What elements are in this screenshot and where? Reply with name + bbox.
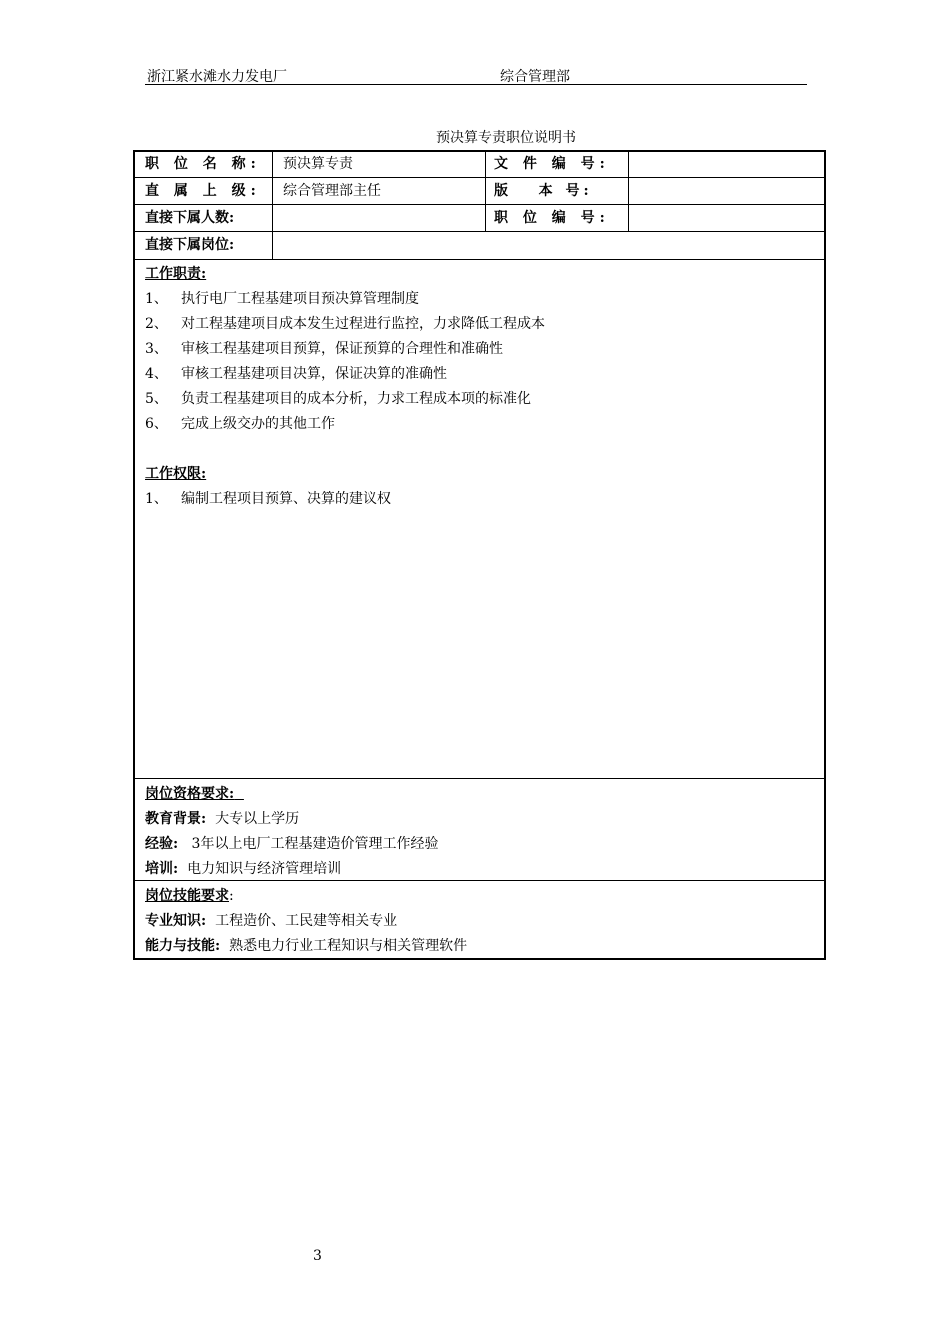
company-name: 浙江紧水滩水力发电厂 — [147, 69, 287, 85]
duty-num: 4、 — [145, 366, 168, 382]
file-no-label: 文 件 编 号: — [494, 156, 610, 172]
duty-text: 对工程基建项目成本发生过程进行监控，力求降低工程成本 — [181, 316, 545, 332]
education-row — [145, 809, 299, 829]
training-value: 电力知识与经济管理培训 — [187, 861, 342, 877]
experience-value: 3年以上电厂工程基建造价管理工作经验 — [191, 836, 439, 852]
education-value: 大专以上学历 — [215, 811, 300, 827]
training-label: 培训: — [145, 861, 179, 877]
qualifications-title-text: 岗位资格要求: — [145, 786, 235, 802]
authority-item — [145, 489, 391, 509]
position-name-label: 职 位 名 称: — [145, 156, 261, 172]
duty-item — [145, 364, 447, 384]
duty-item — [145, 289, 419, 309]
department-name: 综合管理部 — [500, 69, 570, 85]
knowledge-row — [145, 911, 397, 931]
page-number: 3 — [313, 1248, 322, 1264]
sub-positions-label: 直接下属岗位: — [145, 237, 235, 253]
authority-num: 1、 — [145, 491, 168, 507]
knowledge-label: 专业知识: — [145, 913, 207, 929]
skills-title-suffix: : — [229, 888, 234, 904]
education-label: 教育背景: — [145, 811, 207, 827]
version-label: 版 本 号: — [494, 183, 593, 199]
duty-item — [145, 314, 545, 334]
duty-item — [145, 389, 531, 409]
row-divider-3 — [135, 231, 825, 232]
row-divider-6 — [135, 880, 825, 881]
training-row — [145, 859, 341, 879]
duty-text: 审核工程基建项目预算，保证预算的合理性和准确性 — [181, 341, 503, 357]
col-divider-3 — [628, 152, 629, 231]
duty-num: 5、 — [145, 391, 168, 407]
document-title: 预决算专责职位说明书 — [436, 130, 576, 146]
row-divider-2 — [135, 204, 825, 205]
duty-text: 完成上级交办的其他工作 — [181, 416, 335, 432]
experience-row — [145, 834, 438, 854]
row-divider-5 — [135, 778, 825, 779]
row-divider-1 — [135, 177, 825, 178]
subordinates-label: 直接下属人数: — [145, 210, 235, 226]
experience-label: 经验: — [145, 836, 179, 852]
duty-text: 负责工程基建项目的成本分析，力求工程成本项的标准化 — [181, 391, 531, 407]
superior-value: 综合管理部主任 — [283, 183, 381, 199]
duties-title: 工作职责: — [145, 266, 207, 282]
position-name-value: 预决算专责 — [283, 156, 353, 172]
duty-text: 执行电厂工程基建项目预决算管理制度 — [181, 291, 419, 307]
duty-text: 审核工程基建项目决算，保证决算的准确性 — [181, 366, 447, 382]
authority-text: 编制工程项目预算、决算的建议权 — [181, 491, 391, 507]
qualifications-title — [145, 784, 244, 804]
duty-num: 1、 — [145, 291, 168, 307]
duty-num: 6、 — [145, 416, 168, 432]
ability-label: 能力与技能: — [145, 938, 221, 954]
duty-num: 2、 — [145, 316, 168, 332]
position-no-label: 职 位 编 号: — [494, 210, 610, 226]
col-divider-1 — [272, 152, 273, 259]
ability-value: 熟悉电力行业工程知识与相关管理软件 — [229, 938, 468, 954]
duty-num: 3、 — [145, 341, 168, 357]
duty-item — [145, 339, 503, 359]
col-divider-2 — [485, 152, 486, 231]
ability-row — [145, 936, 467, 956]
header-divider — [145, 84, 807, 85]
superior-label: 直 属 上 级: — [145, 183, 261, 199]
authority-title: 工作权限: — [145, 466, 207, 482]
knowledge-value: 工程造价、工民建等相关专业 — [215, 913, 398, 929]
skills-title-text: 岗位技能要求 — [145, 888, 229, 904]
row-divider-4 — [135, 259, 825, 260]
duty-item — [145, 414, 335, 434]
skills-title — [145, 886, 234, 906]
